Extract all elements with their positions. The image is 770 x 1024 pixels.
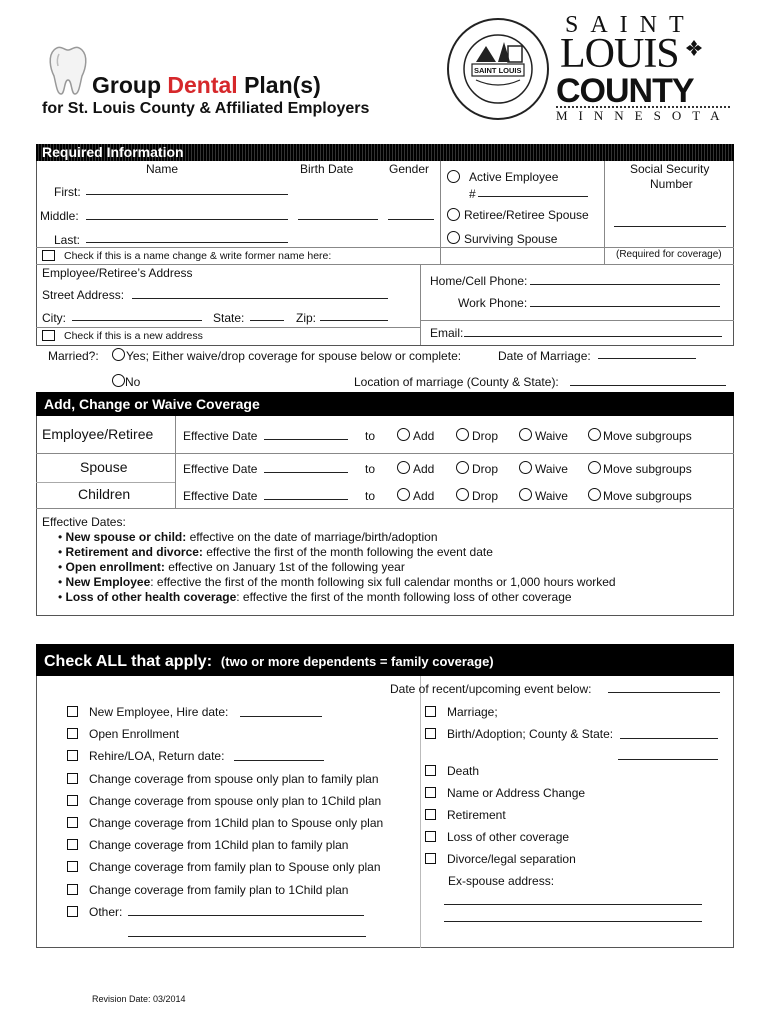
move-subgroups-label: Move subgroups [603,462,692,476]
retiree-label: Retiree/Retiree Spouse [464,208,589,222]
checkall-left-label: Other: [89,904,123,919]
surviving-spouse-label: Surviving Spouse [464,232,558,246]
checkall-left-checkbox[interactable] [67,839,78,850]
coverage-row-label: Children [78,486,131,502]
waive-radio[interactable] [519,461,532,474]
address-label: Employee/Retiree’s Address [42,266,193,280]
event-date-field[interactable] [608,692,720,693]
active-employee-radio[interactable] [447,170,460,183]
zip-label: Zip: [296,311,317,325]
coverage-row-label: Spouse [80,459,128,475]
to-label: to [365,429,376,443]
checkall-left-label: Change coverage from family plan to 1Child plan [89,882,349,897]
add-radio[interactable] [397,428,410,441]
to-label: to [365,462,376,476]
state-field[interactable] [250,320,284,321]
divider [420,676,421,948]
checkall-left-checkbox[interactable] [67,861,78,872]
checkall-left-label: Change coverage from family plan to Spouse only plan [89,860,381,875]
divider [420,320,734,321]
checkall-right-checkbox[interactable] [425,787,436,798]
checkall-left-label: Change coverage from spouse only plan to 1Child plan [89,793,382,808]
checkall-left-checkbox[interactable] [67,884,78,895]
add-label: Add [413,462,435,476]
checkall-left-checkbox[interactable] [67,750,78,761]
checkall-right-label: Death [447,764,480,778]
home-phone-field[interactable] [530,284,720,285]
city-label: City: [42,311,66,325]
gender-label: Gender [389,162,430,176]
effective-date-label: Effective Date [183,429,258,443]
logo-saint: SAINT [565,12,696,38]
move-subgroups-label: Move subgroups [603,489,692,503]
checkall-left-checkbox[interactable] [67,795,78,806]
checkall-right-label: Loss of other coverage [447,830,570,844]
checkall-right-checkbox[interactable] [425,765,436,776]
state-label: State: [213,311,245,325]
drop-label: Drop [472,429,499,443]
checkall-right-checkbox[interactable] [425,706,436,717]
page-subtitle: for St. Louis County & Affiliated Employers [42,100,370,117]
ex-spouse-field[interactable] [444,904,702,905]
checkall-right-label: Retirement [447,808,506,822]
other-field-2[interactable] [128,936,366,937]
checkall-left-checkbox[interactable] [67,817,78,828]
name-change-checkbox[interactable] [42,250,55,261]
move-subgroups-radio[interactable] [588,428,601,441]
divider [604,161,605,265]
revision-date: Revision Date: 03/2014 [92,994,186,1004]
first-name-label: First: [54,185,81,199]
drop-label: Drop [472,489,499,503]
marriage-date-label: Date of Marriage: [498,349,591,363]
employee-number-label: # [469,187,476,201]
move-subgroups-label: Move subgroups [603,429,692,443]
effective-date-field[interactable] [264,472,348,473]
event-date-label: Date of recent/upcoming event below: [390,682,592,696]
checkall-right-label: Divorce/legal separation [447,852,576,866]
birth-adoption-field-2[interactable] [618,759,718,760]
effective-date-label: Effective Date [183,489,258,503]
birth-date-label: Birth Date [300,162,354,176]
new-address-checkbox[interactable] [42,330,55,341]
married-no-label: No [125,375,141,389]
divider [440,161,441,265]
tooth-icon [46,42,90,98]
divider [175,416,176,508]
coverage-row-label: Employee/Retiree [42,426,154,442]
seal-name-text: SAINT LOUIS [474,66,522,75]
effective-date-bullet: • Retirement and divorce: effective the first of the month following the event date [58,545,493,559]
effective-date-field[interactable] [264,499,348,500]
work-phone-field[interactable] [530,306,720,307]
checkall-left-checkbox[interactable] [67,906,78,917]
last-name-field[interactable] [86,242,288,243]
gender-field[interactable] [388,219,434,220]
checkall-left-checkbox[interactable] [67,773,78,784]
employee-number-field[interactable] [478,196,588,197]
hire-date-field[interactable] [240,716,322,717]
required-info-heading: Required Information [42,144,184,160]
divider [36,247,734,248]
effective-date-bullet: • New spouse or child: effective on the date of marriage/birth/adoption [58,530,438,544]
retiree-radio[interactable] [447,208,460,221]
checkall-right-label: Marriage; [447,705,498,719]
drop-radio[interactable] [456,428,469,441]
ex-spouse-label: Ex-spouse address: [448,874,555,888]
checkall-heading: Check ALL that apply: (two or more dependents = family coverage) [44,653,494,670]
checkall-left-label: Change coverage from 1Child plan to family plan [89,838,349,853]
ssn-label-line2: Number [650,177,693,191]
surviving-spouse-radio[interactable] [447,231,460,244]
add-radio[interactable] [397,488,410,501]
waive-label: Waive [535,462,568,476]
effective-date-bullet: • Loss of other health coverage: effective the first of the month following loss of other coverage [58,590,572,604]
page-title: Group Dental Plan(s) [92,72,321,98]
marriage-date-field[interactable] [598,358,696,359]
divider [36,482,176,483]
ssn-label-line1: Social Security [630,162,710,176]
waive-radio[interactable] [519,428,532,441]
diamond-icon [684,38,704,58]
checkall-left-label: Rehire/LOA, Return date: [89,749,225,764]
home-phone-label: Home/Cell Phone: [430,274,528,288]
checkall-left-label: Open Enrollment [89,727,180,742]
drop-radio[interactable] [456,488,469,501]
married-label: Married?: [48,349,99,363]
add-label: Add [413,489,435,503]
name-change-label: Check if this is a name change & write former name here: [64,250,332,262]
logo-county: COUNTY [556,72,694,110]
ssn-field[interactable] [614,226,726,227]
effective-date-label: Effective Date [183,462,258,476]
married-yes-radio[interactable] [112,348,125,361]
divider [36,453,734,454]
city-field[interactable] [72,320,202,321]
logo-state: MINNESOTA [556,108,731,123]
checkall-right-label: Name or Address Change [447,786,586,800]
last-name-label: Last: [54,233,81,247]
checkall-right-checkbox[interactable] [425,831,436,842]
checkall-left-label: New Employee, Hire date: [89,705,229,719]
marriage-location-label: Location of marriage (County & State): [354,375,559,389]
waive-radio[interactable] [519,488,532,501]
new-address-label: Check if this is a new address [64,330,203,342]
drop-label: Drop [472,462,499,476]
checkall-right-checkbox[interactable] [425,809,436,820]
name-label: Name [146,162,179,176]
divider [36,508,734,509]
ex-spouse-field-2[interactable] [444,921,702,922]
waive-label: Waive [535,429,568,443]
checkall-left-label: Change coverage from spouse only plan to family plan [89,771,379,786]
checkall-left-checkbox[interactable] [67,706,78,717]
effective-dates-heading: Effective Dates: [42,515,126,529]
coverage-heading: Add, Change or Waive Coverage [44,396,260,412]
email-field[interactable] [464,336,722,337]
married-yes-label: Yes; Either waive/drop coverage for spouse below or complete: [126,349,462,363]
email-label: Email: [430,326,464,340]
birth-adoption-field[interactable] [620,738,718,739]
checkall-right-checkbox[interactable] [425,728,436,739]
birth-date-field[interactable] [298,219,378,220]
divider [36,327,420,328]
drop-radio[interactable] [456,461,469,474]
middle-name-label: Middle: [40,209,79,223]
checkall-right-checkbox[interactable] [425,853,436,864]
zip-field[interactable] [320,320,388,321]
return-date-field[interactable] [234,760,324,761]
street-address-field[interactable] [132,298,388,299]
required-coverage-note: (Required for coverage) [616,249,722,260]
middle-name-field[interactable] [86,219,288,220]
divider [36,264,734,265]
add-label: Add [413,429,435,443]
checkall-right-label: Birth/Adoption; County & State: [447,727,614,741]
active-employee-label: Active Employee [469,170,559,184]
checkall-left-checkbox[interactable] [67,728,78,739]
move-subgroups-radio[interactable] [588,461,601,474]
to-label: to [365,489,376,503]
move-subgroups-radio[interactable] [588,488,601,501]
first-name-field[interactable] [86,194,288,195]
effective-date-field[interactable] [264,439,348,440]
checkall-left-label: Change coverage from 1Child plan to Spouse only plan [89,816,384,830]
logo-louis: LOUIS [560,31,679,77]
street-address-label: Street Address: [42,288,125,302]
effective-date-bullet: • New Employee: effective the first of the month following six full calendar months or 1,000 hours worked [58,575,616,589]
work-phone-label: Work Phone: [458,296,528,310]
marriage-location-field[interactable] [570,385,726,386]
other-field[interactable] [128,915,364,916]
effective-date-bullet: • Open enrollment: effective on January 1st of the following year [58,560,405,574]
add-radio[interactable] [397,461,410,474]
married-no-radio[interactable] [112,374,125,387]
divider [420,265,421,345]
waive-label: Waive [535,489,568,503]
